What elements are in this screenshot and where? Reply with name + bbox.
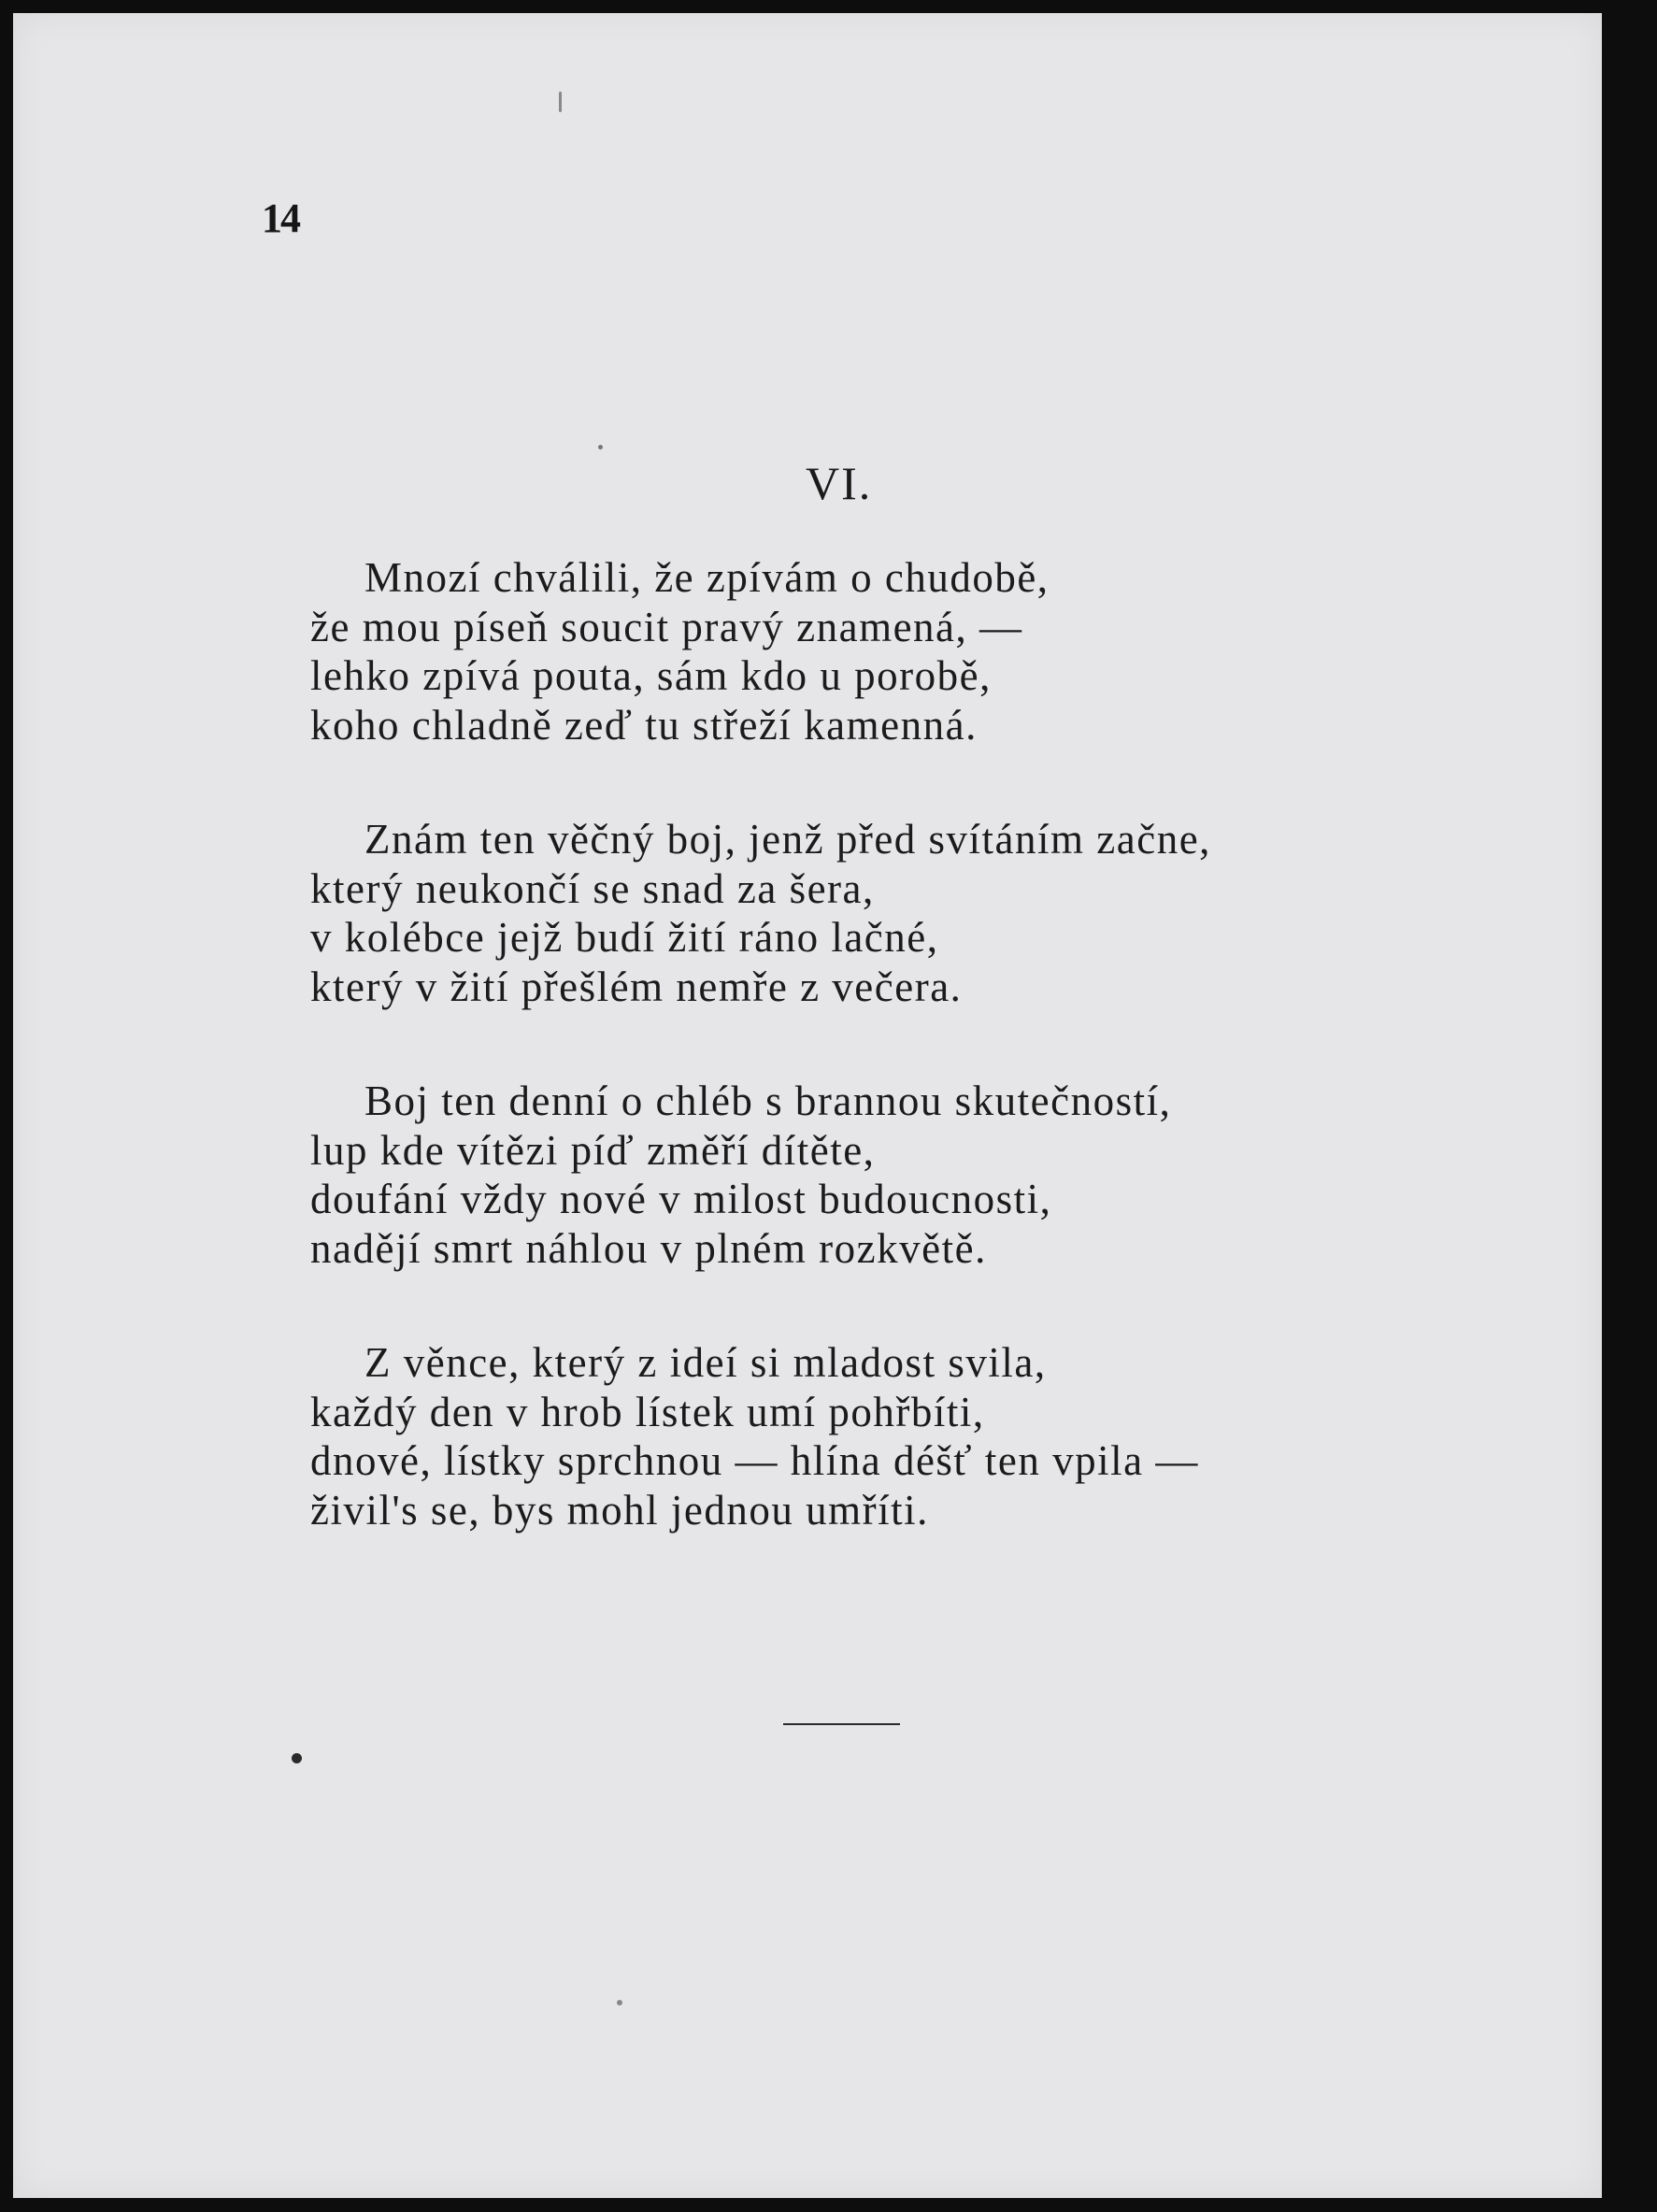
- poem-line: každý den v hrob lístek umí pohřbíti,: [310, 1388, 985, 1435]
- poem-line: že mou píseň soucit pravý znamená, —: [310, 603, 1023, 650]
- poem-line: který neukončí se snad za šera,: [310, 864, 875, 912]
- ink-speck: [559, 92, 562, 112]
- ink-speck: [617, 2000, 622, 2005]
- stanza-3: [310, 1077, 1432, 1273]
- poem-line: nadějí smrt náhlou v plném rozkvětě.: [310, 1224, 987, 1272]
- poem-line: Z věnce, který z ideí si mladost svila,: [364, 1339, 1047, 1386]
- stanza-4: [310, 1338, 1432, 1534]
- scan-border: [1602, 13, 1657, 2212]
- poem: [310, 553, 1432, 1600]
- poem-line: lup kde vítězi píď změří dítěte,: [310, 1126, 876, 1174]
- poem-line: koho chladně zeď tu střeží kamenná.: [310, 701, 978, 749]
- poem-line: dnové, lístky sprchnou — hlína déšť ten vpila —: [310, 1437, 1199, 1484]
- poem-line: Boj ten denní o chléb s brannou skutečností,: [364, 1077, 1172, 1124]
- stanza-1: [310, 553, 1432, 749]
- poem-line: lehko zpívá pouta, sám kdo u porobě,: [310, 652, 992, 699]
- poem-line: doufání vždy nové v milost budoucnosti,: [310, 1176, 1052, 1222]
- poem-line: který v žití přešlém nemře z večera.: [310, 963, 963, 1010]
- poem-line: Mnozí chválili, že zpívám o chudobě,: [364, 554, 1050, 601]
- end-rule: [783, 1723, 900, 1725]
- stanza-2: [310, 815, 1432, 1011]
- section-title: VI.: [806, 457, 873, 509]
- poem-line: živil's se, bys mohl jednou umříti.: [310, 1486, 929, 1534]
- poem-line: v kolébce jejž budí žití ráno lačné,: [310, 914, 939, 961]
- page-number: 14: [262, 195, 299, 241]
- ink-speck: [292, 1753, 302, 1763]
- poem-line: Znám ten věčný boj, jenž před svítáním začne,: [364, 816, 1211, 863]
- ink-speck: [598, 445, 603, 450]
